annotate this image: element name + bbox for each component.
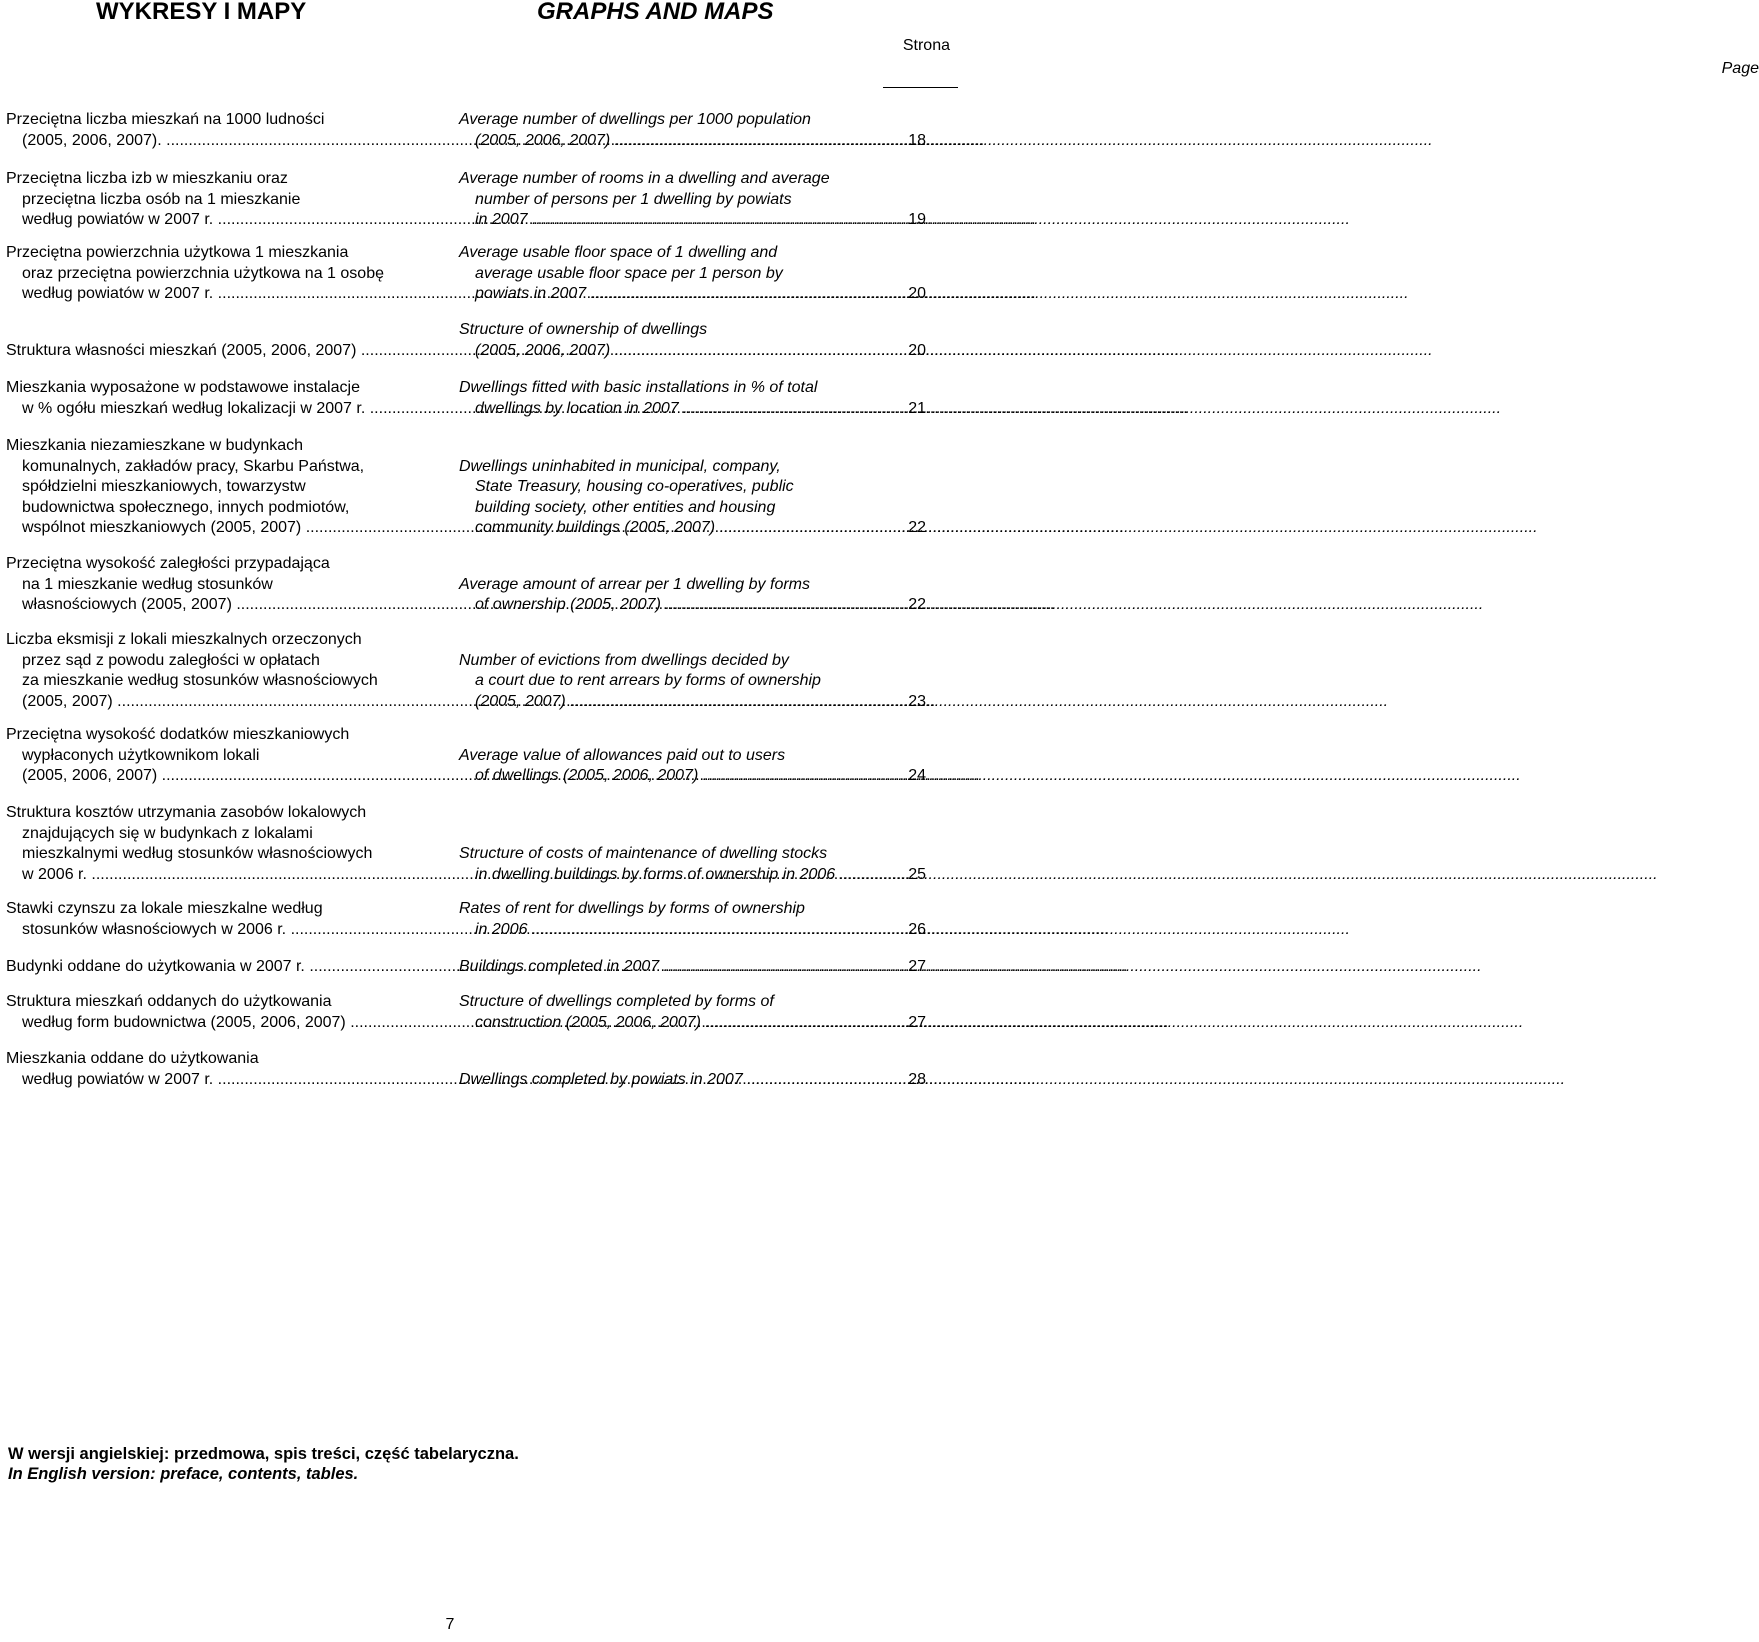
toc-entry-line-pl xyxy=(6,651,432,672)
toc-entry-title-en xyxy=(459,243,879,305)
page-number: 7 xyxy=(445,1616,455,1633)
toc-entry-text-en: in 2007 ..... xyxy=(475,210,879,231)
toc-entry-line-pl xyxy=(6,110,432,131)
toc-entry-line-en xyxy=(459,1013,879,1034)
toc-entry-title-pl xyxy=(6,169,432,231)
toc-entry-line-en xyxy=(459,131,879,152)
toc-entry-text-pl: spółdzielni mieszkaniowych, towarzystw xyxy=(22,478,306,495)
toc-entry-text-pl: Przeciętna liczba mieszkań na 1000 ludności xyxy=(6,111,325,128)
toc-entry-line-pl xyxy=(6,264,432,285)
toc-entry-page-number: 22 xyxy=(908,596,926,613)
toc-entry-page-number: 22 xyxy=(908,519,926,536)
toc-entry-title-pl xyxy=(6,725,432,787)
toc-entry-line-en xyxy=(459,243,879,264)
toc-entry-page-number: 26 xyxy=(908,920,926,938)
toc-entry-line-pl xyxy=(6,1013,432,1034)
title-polish: WYKRESY I MAPY xyxy=(96,0,307,25)
toc-entry-text-en: dwellings by location in 2007 ..... xyxy=(475,399,879,420)
toc-entry-line-en xyxy=(459,210,879,231)
toc-entry-text-pl: Stawki czynszu za lokale mieszkalne według xyxy=(6,900,323,917)
toc-entry-text-pl: według powiatów w 2007 r. ..... xyxy=(22,1070,432,1091)
toc-entry-line-en xyxy=(459,865,879,886)
toc-entry-text-pl: budownictwa społecznego, innych podmiotów, xyxy=(22,498,350,516)
toc-entry-line-pl xyxy=(6,399,432,420)
toc-entry-line-en xyxy=(459,746,879,767)
toc-entry-line-en xyxy=(459,190,879,211)
toc-entry-line-pl xyxy=(6,575,432,596)
toc-entry-page-number: 23 xyxy=(908,692,926,710)
toc-entry-text-en: construction (2005, 2006, 2007) ..... xyxy=(475,1013,879,1034)
toc-entry-line-en xyxy=(459,169,879,190)
toc-entry-text-pl: w % ogółu mieszkań według lokalizacji w 2007 r. ..... xyxy=(22,399,432,420)
toc-entry-text-pl: oraz przeciętna powierzchnia użytkowa na 1 osobę xyxy=(22,264,384,282)
toc-entry-line-pl xyxy=(6,725,432,746)
toc-entry-text-en: Average amount of arrear per 1 dwelling by forms xyxy=(459,575,810,593)
toc-entry-text-pl: wspólnot mieszkaniowych (2005, 2007) ..... xyxy=(22,518,432,539)
toc-entry-text-en: powiats in 2007 ..... xyxy=(475,284,879,305)
toc-entry-text-en: Dwellings uninhabited in municipal, company, xyxy=(459,457,781,475)
toc-entry-text-en: a court due to rent arrears by forms of ownership xyxy=(475,672,821,689)
toc-entry-title-en xyxy=(459,651,879,713)
toc-entry-line-en xyxy=(459,671,879,692)
toc-entry-title-pl xyxy=(6,899,432,940)
toc-entry-text-pl: Mieszkania niezamieszkane w budynkach xyxy=(6,437,304,454)
toc-entry-line-en xyxy=(459,844,879,865)
toc-entry-title-en xyxy=(459,457,879,539)
toc-entry-line-pl xyxy=(6,1070,432,1091)
toc-entry-line-en xyxy=(459,477,879,498)
toc-entry-page-number: 27 xyxy=(908,1013,926,1031)
toc-entry-line-pl xyxy=(6,920,432,941)
toc-entry-text-pl: przez sąd z powodu zaległości w opłatach xyxy=(22,651,320,669)
page-column-header xyxy=(880,34,1759,77)
toc-entry-line-pl xyxy=(6,436,432,457)
toc-entry-title-pl xyxy=(6,341,432,362)
toc-entry-title-pl xyxy=(6,110,432,151)
toc-entry-text-pl: (2005, 2006, 2007) ..... xyxy=(22,766,432,787)
toc-entry-title-en xyxy=(459,320,879,361)
toc-entry-line-pl xyxy=(6,518,432,539)
toc-entry-text-pl: komunalnych, zakładów pracy, Skarbu Państwa, xyxy=(22,457,365,475)
toc-entry-text-pl: za mieszkanie według stosunków własnościowych xyxy=(22,672,378,689)
toc-entry-title-pl xyxy=(6,630,432,712)
toc-entry-line-pl xyxy=(6,899,432,920)
toc-entry-line-en xyxy=(459,284,879,305)
toc-entry-page-number: 20 xyxy=(908,285,926,302)
toc-entry-line-en xyxy=(459,518,879,539)
toc-entry-line-en xyxy=(459,575,879,596)
toc-entry-text-en: Average usable floor space of 1 dwelling and xyxy=(459,244,778,261)
toc-entry-text-en: (2005, 2006, 2007) ..... xyxy=(475,341,879,362)
toc-entry-text-en: in 2006 ..... xyxy=(475,920,879,941)
toc-entry-line-en xyxy=(459,378,879,399)
toc-entry-line-pl xyxy=(6,957,432,978)
toc-entry-title-pl xyxy=(6,1049,432,1090)
toc-entry-line-pl xyxy=(6,844,432,865)
toc-entry-title-pl xyxy=(6,957,432,978)
toc-entry-text-en: in dwelling buildings by forms of ownership in 2006 ..... xyxy=(475,865,879,886)
toc-entry-line-pl xyxy=(6,766,432,787)
toc-entry-title-en xyxy=(459,575,879,616)
toc-entry-text-en: Buildings completed in 2007 ..... xyxy=(459,957,879,978)
toc-entry-text-en: of dwellings (2005, 2006, 2007) ..... xyxy=(475,766,879,787)
toc-entry-line-en xyxy=(459,957,879,978)
toc-entry-line-en xyxy=(459,498,879,519)
toc-entry-title-en xyxy=(459,1070,879,1091)
toc-entry-title-en xyxy=(459,110,879,151)
toc-entry-line-pl xyxy=(6,477,432,498)
toc-entry-line-pl xyxy=(6,630,432,651)
toc-entry-line-en xyxy=(459,692,879,713)
toc-entry-text-en: average usable floor space per 1 person by xyxy=(475,264,783,282)
toc-entry-page-number: 18 xyxy=(908,131,926,149)
toc-entry-text-en: Dwellings completed by powiats in 2007 ..... xyxy=(459,1070,879,1091)
toc-entry-page-number: 28 xyxy=(908,1070,926,1088)
toc-entry-text-en: State Treasury, housing co-operatives, public xyxy=(475,478,794,495)
toc-entry-title-pl xyxy=(6,554,432,616)
toc-entry-text-pl: Przeciętna liczba izb w mieszkaniu oraz xyxy=(6,170,288,187)
toc-entry-line-pl xyxy=(6,169,432,190)
toc-entry-title-pl xyxy=(6,803,432,885)
toc-entry-text-pl: w 2006 r. ..... xyxy=(22,865,432,886)
page-column-label-en: Page xyxy=(1721,60,1759,77)
toc-entry-line-en xyxy=(459,110,879,131)
toc-entry-line-en xyxy=(459,595,879,616)
toc-entry-page-number: 24 xyxy=(908,767,926,784)
toc-entry-line-pl xyxy=(6,190,432,211)
toc-entry-text-pl: Przeciętna wysokość dodatków mieszkaniowych xyxy=(6,726,350,743)
toc-entry-title-en xyxy=(459,844,879,885)
page-column-label-pl: Strona xyxy=(902,37,950,54)
toc-entry-text-en: Average value of allowances paid out to users xyxy=(459,746,786,764)
toc-entry-line-pl xyxy=(6,865,432,886)
toc-entry-title-pl xyxy=(6,992,432,1033)
toc-entry-title-en xyxy=(459,378,879,419)
toc-entry-text-pl: Mieszkania oddane do użytkowania xyxy=(6,1050,259,1067)
toc-entry-text-pl: przeciętna liczba osób na 1 mieszkanie xyxy=(22,190,301,208)
footer-note-pl: W wersji angielskiej: przedmowa, spis treści, część tabelaryczna. xyxy=(8,1445,519,1463)
toc-entry-text-en: community buildings (2005, 2007) ..... xyxy=(475,518,879,539)
toc-entry-line-en xyxy=(459,399,879,420)
toc-entry-text-pl: Przeciętna powierzchnia użytkowa 1 mieszkania xyxy=(6,244,349,261)
toc-entry-title-pl xyxy=(6,436,432,539)
toc-entry-text-en: building society, other entities and housing xyxy=(475,498,776,516)
toc-entry-text-pl: znajdujących się w budynkach z lokalami xyxy=(22,824,313,842)
toc-entry-line-pl xyxy=(6,457,432,478)
toc-entry-line-en xyxy=(459,651,879,672)
toc-entry-line-pl xyxy=(6,746,432,767)
toc-entry-title-en xyxy=(459,899,879,940)
toc-entry-line-en xyxy=(459,1070,879,1091)
header-rule xyxy=(883,87,958,88)
toc-entry-text-pl: Struktura własności mieszkań (2005, 2006, 2007) ..... xyxy=(6,341,432,362)
toc-entry-line-pl xyxy=(6,1049,432,1070)
toc-entry-text-pl: Struktura kosztów utrzymania zasobów lokalowych xyxy=(6,804,367,821)
toc-entry-text-pl: stosunków własnościowych w 2006 r. ..... xyxy=(22,920,432,941)
toc-entry-title-pl xyxy=(6,243,432,305)
toc-entry-title-pl xyxy=(6,378,432,419)
footer-note-en: In English version: preface, contents, tables. xyxy=(8,1465,359,1483)
toc-entry-line-pl xyxy=(6,341,432,362)
toc-entry-text-pl: (2005, 2006, 2007). ..... xyxy=(22,131,432,152)
toc-entry-page-number: 19 xyxy=(908,211,926,228)
footer-note xyxy=(8,1444,519,1484)
toc-entry-text-pl: według form budownictwa (2005, 2006, 2007) ..... xyxy=(22,1013,432,1034)
toc-entry-title-en xyxy=(459,992,879,1033)
toc-entry-line-pl xyxy=(6,671,432,692)
toc-entry-text-pl: Budynki oddane do użytkowania w 2007 r. ..... xyxy=(6,957,432,978)
toc-entry-text-en: of ownership (2005, 2007) ..... xyxy=(475,595,879,616)
toc-entry-text-en: (2005, 2007) ..... xyxy=(475,692,879,713)
toc-entry-line-en xyxy=(459,920,879,941)
toc-entry-text-en: Dwellings fitted with basic installations in % of total xyxy=(459,379,818,396)
toc-entry-page-number: 25 xyxy=(908,865,926,883)
toc-entry-text-pl: według powiatów w 2007 r. ..... xyxy=(22,284,432,305)
toc-entry-title-en xyxy=(459,957,879,978)
toc-entry-line-pl xyxy=(6,243,432,264)
toc-entry-line-pl xyxy=(6,992,432,1013)
toc-entry-text-pl: Struktura mieszkań oddanych do użytkowania xyxy=(6,993,332,1010)
toc-entry-text-en: Number of evictions from dwellings decided by xyxy=(459,651,789,669)
toc-entry-text-pl: Mieszkania wyposażone w podstawowe instalacje xyxy=(6,379,360,396)
toc-entry-line-en xyxy=(459,341,879,362)
toc-entry-title-en xyxy=(459,746,879,787)
toc-entry-line-pl xyxy=(6,824,432,845)
toc-entry-line-en xyxy=(459,766,879,787)
toc-entry-line-en xyxy=(459,899,879,920)
toc-entry-line-pl xyxy=(6,498,432,519)
toc-entry-line-en xyxy=(459,320,879,341)
toc-entry-title-en xyxy=(459,169,879,231)
toc-entry-text-pl: własnościowych (2005, 2007) ..... xyxy=(22,595,432,616)
toc-entry-text-en: Average number of dwellings per 1000 population xyxy=(459,111,811,128)
toc-entry-line-en xyxy=(459,992,879,1013)
toc-entry-text-pl: (2005, 2007) ..... xyxy=(22,692,432,713)
toc-entry-page-number: 21 xyxy=(908,399,926,417)
toc-entry-text-en: number of persons per 1 dwelling by powiats xyxy=(475,190,792,208)
toc-entry-line-pl xyxy=(6,554,432,575)
toc-entry-text-en: Average number of rooms in a dwelling and average xyxy=(459,170,830,187)
toc-entry-line-pl xyxy=(6,595,432,616)
toc-entry-page-number: 20 xyxy=(908,341,926,359)
toc-entry-line-pl xyxy=(6,284,432,305)
toc-entry-text-en: Structure of dwellings completed by forms of xyxy=(459,993,774,1010)
toc-entry-text-pl: na 1 mieszkanie według stosunków xyxy=(22,575,273,593)
toc-entry-text-pl: Liczba eksmisji z lokali mieszkalnych orzeczonych xyxy=(6,631,362,648)
toc-entry-text-en: (2005, 2006, 2007) ..... xyxy=(475,131,879,152)
toc-entry-text-en: Structure of costs of maintenance of dwelling stocks xyxy=(459,845,828,862)
toc-entry-line-pl xyxy=(6,210,432,231)
toc-entry-page-number: 27 xyxy=(908,958,926,975)
toc-entry-text-pl: mieszkalnymi według stosunków własnościowych xyxy=(22,845,373,862)
toc-entry-text-pl: wypłaconych użytkownikom lokali xyxy=(22,746,260,764)
toc-entry-line-pl xyxy=(6,803,432,824)
toc-entry-text-en: Rates of rent for dwellings by forms of ownership xyxy=(459,900,805,917)
toc-entry-text-pl: według powiatów w 2007 r. ..... xyxy=(22,210,432,231)
toc-entry-text-pl: Przeciętna wysokość zaległości przypadająca xyxy=(6,555,330,572)
title-english: GRAPHS AND MAPS xyxy=(537,0,774,25)
toc-entry-line-pl xyxy=(6,692,432,713)
toc-entry-text-en: Structure of ownership of dwellings xyxy=(459,321,708,338)
toc-entry-line-en xyxy=(459,264,879,285)
toc-entry-line-en xyxy=(459,457,879,478)
toc-entry-line-pl xyxy=(6,378,432,399)
toc-entry-line-pl xyxy=(6,131,432,152)
